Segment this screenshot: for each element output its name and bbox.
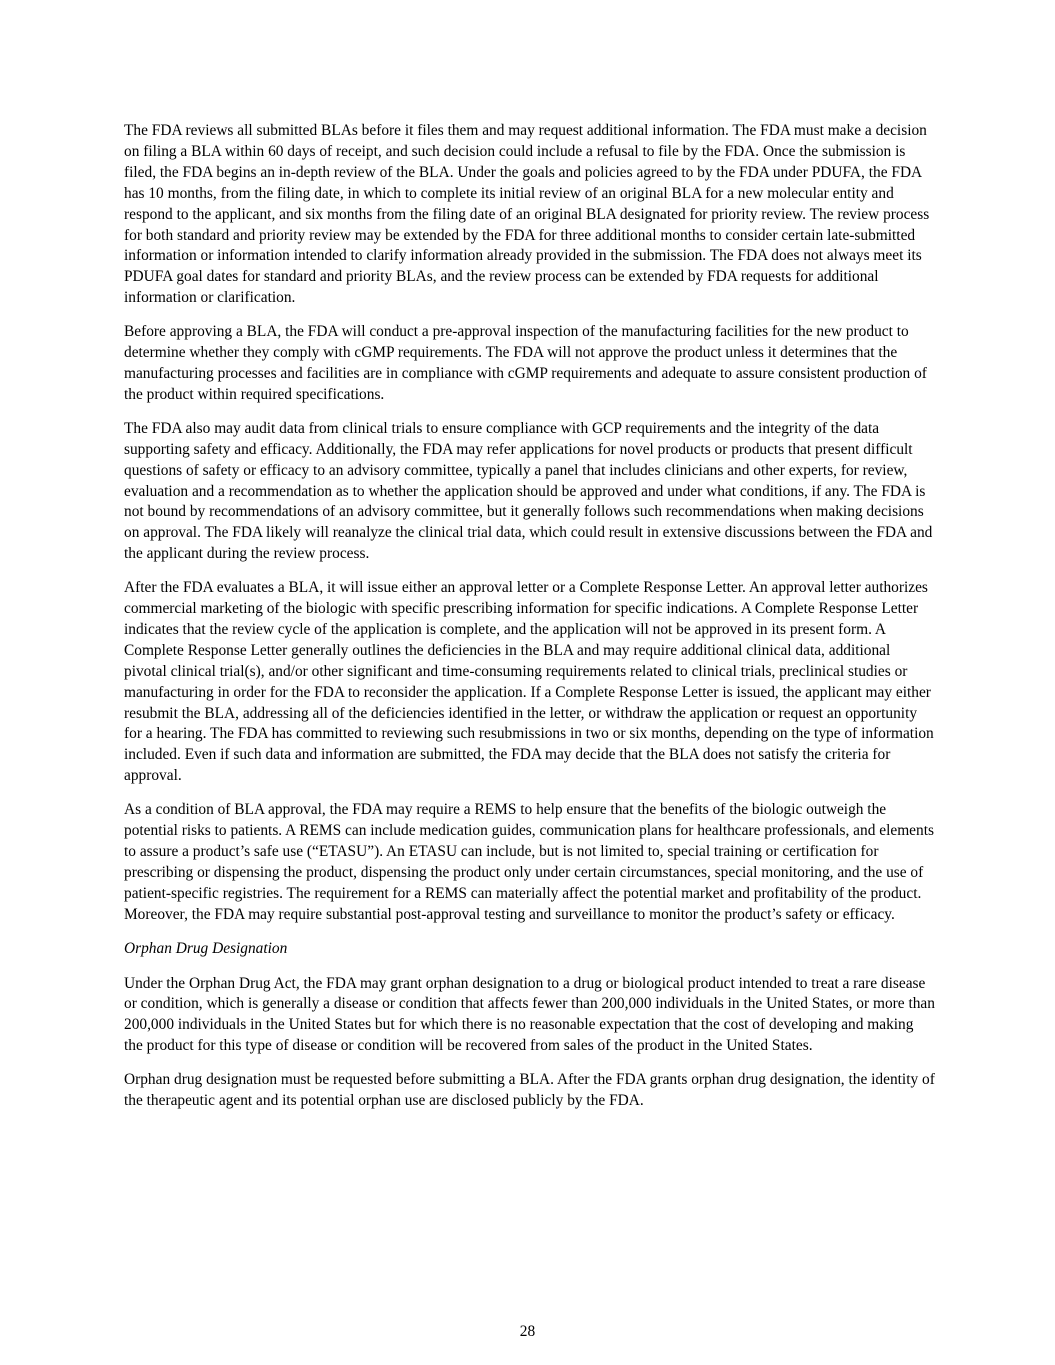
- paragraph-orphan-designation-request: Orphan drug designation must be requested before submitting a BLA. After the FDA grants orphan drug designation, the identity of the therapeutic agent and its potential orphan use are disclosed publicly by the FDA.: [124, 1071, 935, 1110]
- section-heading-orphan-drug: Orphan Drug Designation: [124, 939, 288, 957]
- paragraph-orphan-drug-act: Under the Orphan Drug Act, the FDA may grant orphan designation to a drug or biological product intended to treat a rare disease or condition, which is generally a disease or condition that affects fewer than 200,000 individuals in the United States, or more than 200,000 individuals in the United States but for which there is no reasonable expectation that the cost of developing and making the product for this type of disease or condition will be recovered from sales of the product in the United States.: [124, 974, 935, 1055]
- paragraph-pre-approval-inspection: Before approving a BLA, the FDA will conduct a pre-approval inspection of the manufacturing facilities for the new product to determine whether they comply with cGMP requirements. The FDA will not approve the product unless it determines that the manufacturing processes and facilities are in compliance with cGMP requirements and adequate to assure consistent production of the product within required specifications.: [124, 323, 927, 403]
- paragraph-rems: As a condition of BLA approval, the FDA may require a REMS to help ensure that the benefits of the biologic outweigh the potential risks to patients. A REMS can include medication guides, communication plans for healthcare professionals, and elements to assure a product’s safe use (“ETASU”). An ETASU can include, but is not limited to, special training or certification for prescribing or dispensing the product, dispensing the product only under certain circumstances, special monitoring, and the use of patient-specific registries. The requirement for a REMS can materially affect the potential market and profitability of the product. Moreover, the FDA may require substantial post-approval testing and surveillance to monitor the product’s safety or efficacy.: [124, 801, 934, 923]
- paragraph-clinical-audit-advisory: The FDA also may audit data from clinical trials to ensure compliance with GCP requirements and the integrity of the data supporting safety and efficacy. Additionally, the FDA may refer applications for novel products or products that present difficult questions of safety or efficacy to an advisory committee, typically a panel that includes clinicians and other experts, for review, evaluation and a recommendation as to whether the application should be approved and under what conditions, if any. The FDA is not bound by recommendations of an advisory committee, but it generally follows such recommendations when making decisions on approval. The FDA likely will reanalyze the clinical trial data, which could result in extensive discussions between the FDA and the applicant during the review process.: [124, 419, 933, 563]
- page-number: 28: [519, 1323, 536, 1340]
- paragraph-approval-complete-response: After the FDA evaluates a BLA, it will issue either an approval letter or a Complete Response Letter. An approval letter authorizes commercial marketing of the biologic with specific prescribing information for specific indications. A Complete Response Letter indicates that the review cycle of the application is complete, and the application will not be approved in its present form. A Complete Response Letter generally outlines the deficiencies in the BLA and may require additional clinical data, additional pivotal clinical trial(s), and/or other significant and time-consuming requirements related to clinical trials, preclinical studies or manufacturing in order for the FDA to reconsider the application. If a Complete Response Letter is issued, the applicant may either resubmit the BLA, addressing all of the deficiencies identified in the letter, or withdraw the application or request an opportunity for a hearing. The FDA has committed to reviewing such resubmissions in two or six months, depending on the type of information included. Even if such data and information are submitted, the FDA may decide that the BLA does not satisfy the criteria for approval.: [124, 579, 934, 785]
- document-body: [124, 121, 936, 1125]
- paragraph-bla-filing-review: The FDA reviews all submitted BLAs before it files them and may request additional information. The FDA must make a decision on filing a BLA within 60 days of receipt, and such decision could include a refusal to file by the FDA. Once the submission is filed, the FDA begins an in-depth review of the BLA. Under the goals and policies agreed to by the FDA under PDUFA, the FDA has 10 months, from the filing date, in which to complete its initial review of an original BLA for a new molecular entity and respond to the applicant, and six months from the filing date of an original BLA designated for priority review. The review process for both standard and priority review may be extended by the FDA for three additional months to consider certain late-submitted information or information intended to clarify information already provided in the submission. The FDA does not always meet its PDUFA goal dates for standard and priority BLAs, and the review process can be extended by FDA requests for additional information or clarification.: [124, 122, 930, 307]
